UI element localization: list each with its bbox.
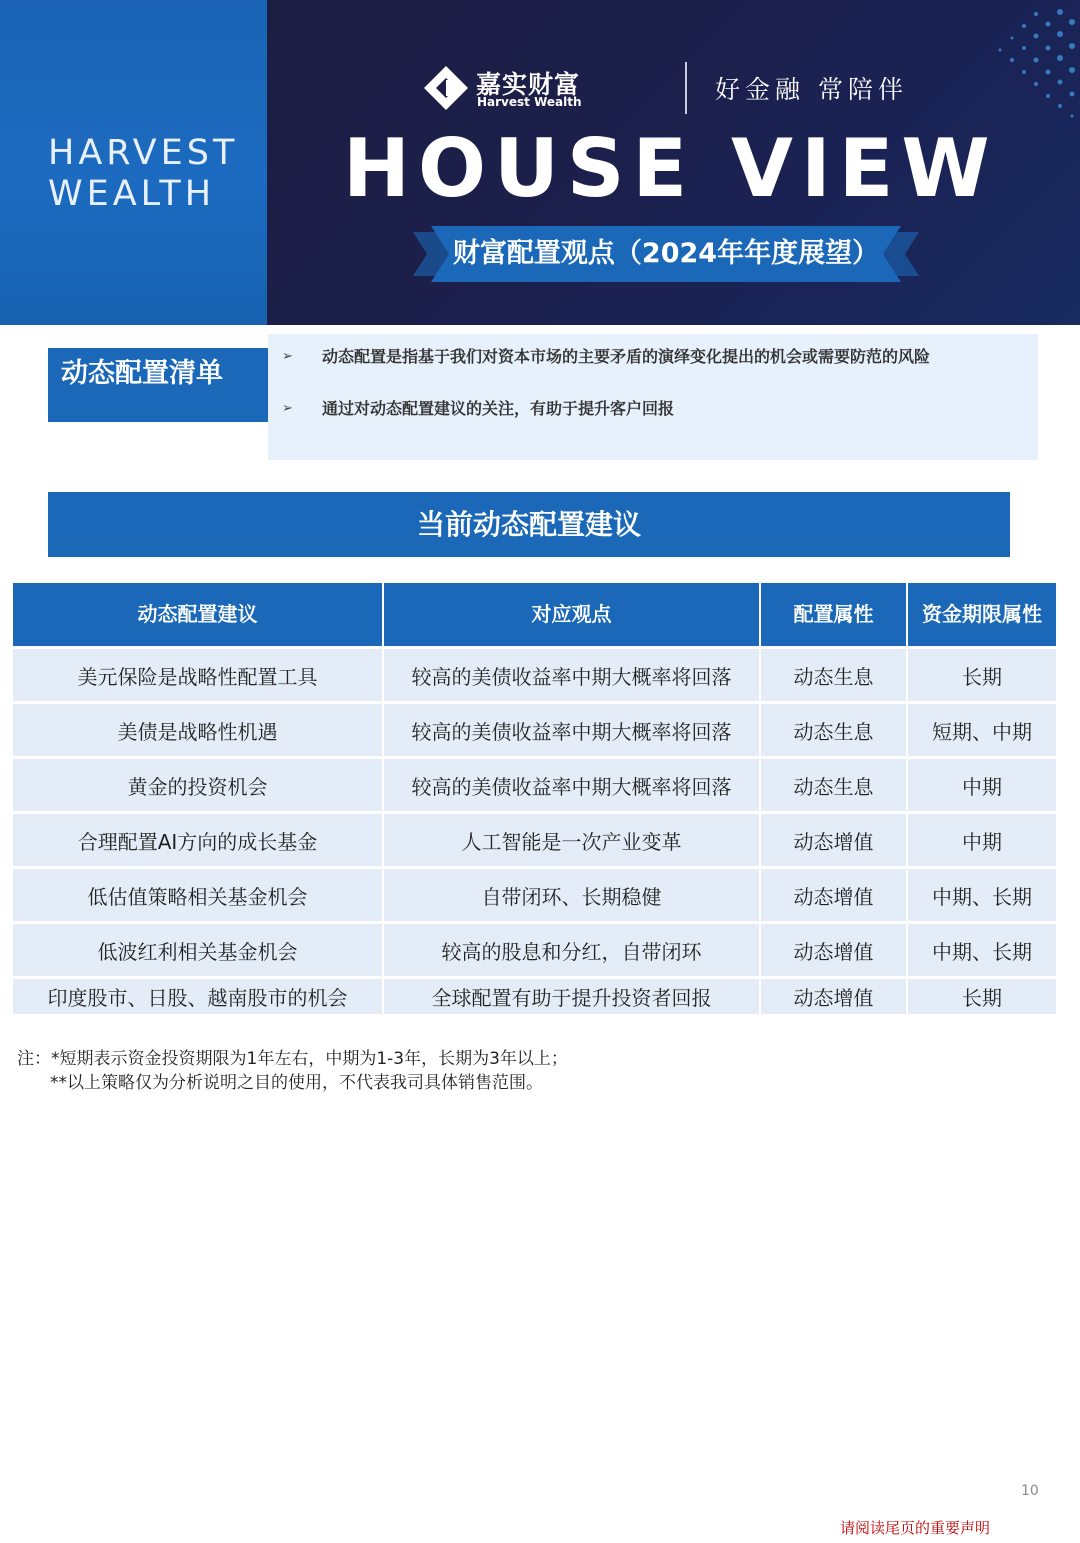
cell-term: 中期 — [908, 756, 1056, 811]
section-label-dynamic-list: 动态配置清单 — [48, 348, 268, 422]
table-row — [13, 921, 1056, 976]
arrow-bullet-icon: ➢ — [282, 349, 293, 364]
logo-divider — [685, 62, 687, 114]
cell-suggestion: 合理配置AI方向的成长基金 — [13, 811, 384, 866]
cell-suggestion: 印度股市、日股、越南股市的机会 — [13, 976, 384, 1014]
cell-term: 中期 — [908, 811, 1056, 866]
intro-bullet-text: 动态配置是指基于我们对资本市场的主要矛盾的演绎变化提出的机会或需要防范的风险 — [322, 347, 931, 366]
footnotes — [17, 1047, 568, 1095]
cell-attribute: 动态增值 — [761, 866, 908, 921]
cell-attribute: 动态生息 — [761, 646, 908, 701]
cell-attribute: 动态增值 — [761, 976, 908, 1014]
brand-line-2: WEALTH — [48, 174, 216, 214]
col-header-term: 资金期限属性 — [908, 583, 1056, 646]
cell-term: 长期 — [908, 646, 1056, 701]
logo-chinese-name: 嘉实财富 — [476, 70, 581, 99]
cell-suggestion: 黄金的投资机会 — [13, 756, 384, 811]
cell-view: 较高的股息和分红，自带闭环 — [384, 921, 761, 976]
table-row — [13, 866, 1056, 921]
ribbon-subtitle: 财富配置观点（2024年年度展望） — [452, 238, 880, 269]
table-row — [13, 701, 1056, 756]
cell-view: 自带闭环、长期稳健 — [384, 866, 761, 921]
cell-term: 长期 — [908, 976, 1056, 1014]
disclaimer-link[interactable]: 请阅读尾页的重要声明 — [840, 1519, 991, 1537]
page-title: HOUSE VIEW — [343, 122, 998, 215]
harvest-logo-icon — [424, 66, 472, 110]
cell-view: 人工智能是一次产业变革 — [384, 811, 761, 866]
table-row — [13, 976, 1056, 1014]
cell-view: 较高的美债收益率中期大概率将回落 — [384, 701, 761, 756]
col-header-suggestion: 动态配置建议 — [13, 583, 384, 646]
table-header-row — [13, 583, 1056, 646]
logo-english-name: Harvest Wealth — [477, 95, 582, 109]
cell-view: 较高的美债收益率中期大概率将回落 — [384, 646, 761, 701]
section-title: 当前动态配置建议 — [48, 492, 1010, 557]
cell-term: 中期、长期 — [908, 921, 1056, 976]
brand-line-1: HARVEST — [48, 133, 239, 173]
brand-wordmark — [48, 133, 238, 215]
footnote-2: **以上策略仅为分析说明之目的使用，不代表我司具体销售范围。 — [50, 1073, 543, 1093]
table-row — [13, 756, 1056, 811]
cell-suggestion: 美元保险是战略性配置工具 — [13, 646, 384, 701]
intro-bullet-text: 通过对动态配置建议的关注，有助于提升客户回报 — [322, 399, 675, 418]
cell-suggestion: 低波红利相关基金机会 — [13, 921, 384, 976]
cell-term: 中期、长期 — [908, 866, 1056, 921]
footnote-1: 注：*短期表示资金投资期限为1年左右，中期为1-3年，长期为3年以上； — [17, 1049, 568, 1069]
cell-view: 较高的美债收益率中期大概率将回落 — [384, 756, 761, 811]
page-number: 10 — [1021, 1483, 1039, 1499]
cell-attribute: 动态增值 — [761, 811, 908, 866]
table-row — [13, 811, 1056, 866]
table-row — [13, 646, 1056, 701]
cell-suggestion: 美债是战略性机遇 — [13, 701, 384, 756]
intro-box — [268, 334, 1038, 460]
cell-view: 全球配置有助于提升投资者回报 — [384, 976, 761, 1014]
cell-attribute: 动态生息 — [761, 701, 908, 756]
slogan: 好金融 常陪伴 — [715, 75, 908, 104]
col-header-view: 对应观点 — [384, 583, 761, 646]
allocation-table — [13, 583, 1056, 1014]
brand-panel — [0, 0, 267, 325]
cell-attribute: 动态生息 — [761, 756, 908, 811]
cell-term: 短期、中期 — [908, 701, 1056, 756]
arrow-bullet-icon: ➢ — [282, 401, 293, 416]
cell-suggestion: 低估值策略相关基金机会 — [13, 866, 384, 921]
header-banner — [0, 0, 1080, 325]
col-header-attribute: 配置属性 — [761, 583, 908, 646]
dot-pattern-decoration — [940, 0, 1080, 130]
cell-attribute: 动态增值 — [761, 921, 908, 976]
title-panel — [267, 0, 1080, 325]
